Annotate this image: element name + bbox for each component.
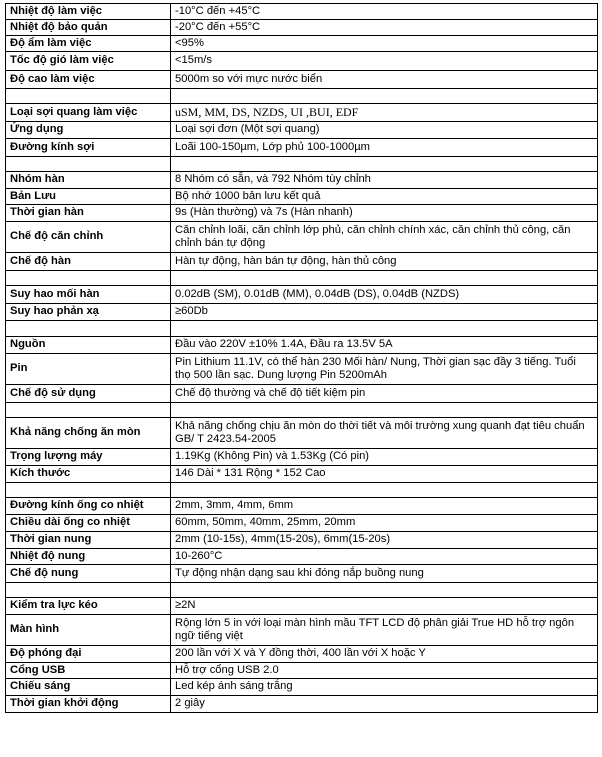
spec-label: Đường kính ống co nhiệt xyxy=(6,498,171,515)
spec-value xyxy=(171,583,598,598)
spec-row xyxy=(6,36,598,52)
spacer-row xyxy=(6,89,598,104)
spec-value: 1.19Kg (Không Pin) và 1.53Kg (Có pin) xyxy=(171,449,598,466)
spec-value: Pin Lithium 11.1V, có thể hàn 230 Mối hàn/ Nung, Thời gian sạc đầy 3 tiếng. Tuổi thọ 500 lần sạc. Dung lượng Pin 5200mAh xyxy=(171,354,598,385)
spec-value: Hàn tự động, hàn bán tự động, hàn thủ công xyxy=(171,253,598,271)
spec-value: 9s (Hàn thường) và 7s (Hàn nhanh) xyxy=(171,205,598,222)
spec-label xyxy=(6,271,171,286)
spec-label: Độ ẩm làm việc xyxy=(6,36,171,52)
spec-label: Nhiệt độ làm việc xyxy=(6,4,171,20)
spec-value: Rộng lớn 5 in với loại màn hình mầu TFT LCD độ phân giải True HD hỗ trợ ngôn ngữ tiếng việt xyxy=(171,615,598,646)
spec-row xyxy=(6,498,598,515)
spec-row xyxy=(6,615,598,646)
spec-label: Bản Lưu xyxy=(6,189,171,205)
spec-label xyxy=(6,403,171,418)
spec-row xyxy=(6,172,598,189)
spec-label: Kích thước xyxy=(6,466,171,483)
spec-label: Nguồn xyxy=(6,337,171,354)
spec-value: 146 Dài * 131 Rộng * 152 Cao xyxy=(171,466,598,483)
spec-label: Tốc độ gió làm việc xyxy=(6,52,171,71)
spec-row xyxy=(6,696,598,713)
spec-label: Chế độ sử dụng xyxy=(6,385,171,403)
spec-value xyxy=(171,157,598,172)
spec-label xyxy=(6,157,171,172)
spec-label: Nhiệt độ bảo quản xyxy=(6,20,171,36)
spec-value: -20°C đến +55°C xyxy=(171,20,598,36)
spec-label: Thời gian nung xyxy=(6,532,171,549)
spec-value: 8 Nhóm có sẵn, và 792 Nhóm tùy chỉnh xyxy=(171,172,598,189)
spec-label xyxy=(6,89,171,104)
spec-row xyxy=(6,304,598,321)
spec-value: ≥2N xyxy=(171,598,598,615)
spec-row xyxy=(6,189,598,205)
spec-label: Suy hao mối hàn xyxy=(6,286,171,304)
spec-row xyxy=(6,598,598,615)
spec-value: 60mm, 50mm, 40mm, 25mm, 20mm xyxy=(171,515,598,532)
specification-table-body xyxy=(6,4,598,713)
spec-label: Nhóm hàn xyxy=(6,172,171,189)
spec-label: Loại sợi quang làm việc xyxy=(6,104,171,122)
spec-label: Cổng USB xyxy=(6,663,171,679)
spec-row xyxy=(6,385,598,403)
spec-label: Nhiệt độ nung xyxy=(6,549,171,565)
spacer-row xyxy=(6,321,598,337)
spec-row xyxy=(6,139,598,157)
spec-value: Bộ nhớ 1000 bản lưu kết quả xyxy=(171,189,598,205)
spec-value: -10°C đến +45°C xyxy=(171,4,598,20)
spec-label: Chiều dài ống co nhiệt xyxy=(6,515,171,532)
spec-label: Ứng dụng xyxy=(6,122,171,139)
specification-table xyxy=(5,3,598,713)
spec-label: Chiếu sáng xyxy=(6,679,171,696)
spec-value: 0.02dB (SM), 0.01dB (MM), 0.04dB (DS), 0.04dB (NZDS) xyxy=(171,286,598,304)
spec-row xyxy=(6,205,598,222)
spec-value: Loại sợi đơn (Một sợi quang) xyxy=(171,122,598,139)
spec-row xyxy=(6,71,598,89)
spec-row xyxy=(6,549,598,565)
spec-row xyxy=(6,663,598,679)
spec-value: 10-260°C xyxy=(171,549,598,565)
spec-row xyxy=(6,4,598,20)
spec-value: Led kép ánh sáng trắng xyxy=(171,679,598,696)
spacer-row xyxy=(6,271,598,286)
spec-label: Đường kính sợi xyxy=(6,139,171,157)
spec-value: Loãi 100-150µm, Lớp phủ 100-1000µm xyxy=(171,139,598,157)
spec-row xyxy=(6,532,598,549)
spec-row xyxy=(6,449,598,466)
spec-value xyxy=(171,483,598,498)
spec-row xyxy=(6,122,598,139)
spec-label: Màn hình xyxy=(6,615,171,646)
spacer-row xyxy=(6,157,598,172)
spec-row xyxy=(6,418,598,449)
spec-label xyxy=(6,321,171,337)
spec-row xyxy=(6,466,598,483)
spec-value: Căn chỉnh loãi, căn chỉnh lớp phủ, căn chỉnh chính xác, căn chỉnh thủ công, căn chỉnh bán tự động xyxy=(171,222,598,253)
spec-label: Kiểm tra lực kéo xyxy=(6,598,171,615)
spec-label: Khả năng chống ăn mòn xyxy=(6,418,171,449)
spec-value: 2mm (10-15s), 4mm(15-20s), 6mm(15-20s) xyxy=(171,532,598,549)
spec-row xyxy=(6,52,598,71)
spacer-row xyxy=(6,403,598,418)
spec-row xyxy=(6,104,598,122)
spec-label xyxy=(6,583,171,598)
spec-row xyxy=(6,646,598,663)
spec-label: Trọng lượng máy xyxy=(6,449,171,466)
spec-value: ≥60Db xyxy=(171,304,598,321)
spec-value: 200 lần với X và Y đồng thời, 400 lần với X hoặc Y xyxy=(171,646,598,663)
spec-value: Tự động nhận dạng sau khi đóng nắp buồng nung xyxy=(171,565,598,583)
spec-row xyxy=(6,565,598,583)
spec-value: Hỗ trợ cổng USB 2.0 xyxy=(171,663,598,679)
spec-label: Độ cao làm việc xyxy=(6,71,171,89)
spec-value: 5000m so với mực nước biển xyxy=(171,71,598,89)
spec-value xyxy=(171,403,598,418)
spec-label: Thời gian khởi động xyxy=(6,696,171,713)
spec-label: Chế độ nung xyxy=(6,565,171,583)
spec-label: Chế độ hàn xyxy=(6,253,171,271)
spec-value xyxy=(171,89,598,104)
spec-row xyxy=(6,515,598,532)
spec-label: Thời gian hàn xyxy=(6,205,171,222)
spec-value: Đầu vào 220V ±10% 1.4A, Đầu ra 13.5V 5A xyxy=(171,337,598,354)
spacer-row xyxy=(6,483,598,498)
spec-row xyxy=(6,286,598,304)
spec-value: uSM, MM, DS, NZDS, UI ,BUI, EDF xyxy=(171,104,598,122)
spec-value xyxy=(171,271,598,286)
spacer-row xyxy=(6,583,598,598)
spec-value: <95% xyxy=(171,36,598,52)
spec-row xyxy=(6,20,598,36)
spec-value: 2mm, 3mm, 4mm, 6mm xyxy=(171,498,598,515)
spec-label: Độ phóng đại xyxy=(6,646,171,663)
spec-row xyxy=(6,354,598,385)
spec-row xyxy=(6,253,598,271)
spec-row xyxy=(6,337,598,354)
spec-label: Suy hao phản xạ xyxy=(6,304,171,321)
spec-value xyxy=(171,321,598,337)
spec-label xyxy=(6,483,171,498)
spec-label: Pin xyxy=(6,354,171,385)
spec-value: Chế độ thường và chế độ tiết kiệm pin xyxy=(171,385,598,403)
spec-row xyxy=(6,679,598,696)
spec-value: 2 giây xyxy=(171,696,598,713)
spec-label: Chế độ căn chỉnh xyxy=(6,222,171,253)
spec-value: Khả năng chống chịu ăn mòn do thời tiết và môi trường xung quanh đạt tiêu chuẩn GB/ T 2423.54-2005 xyxy=(171,418,598,449)
spec-value: <15m/s xyxy=(171,52,598,71)
spec-row xyxy=(6,222,598,253)
